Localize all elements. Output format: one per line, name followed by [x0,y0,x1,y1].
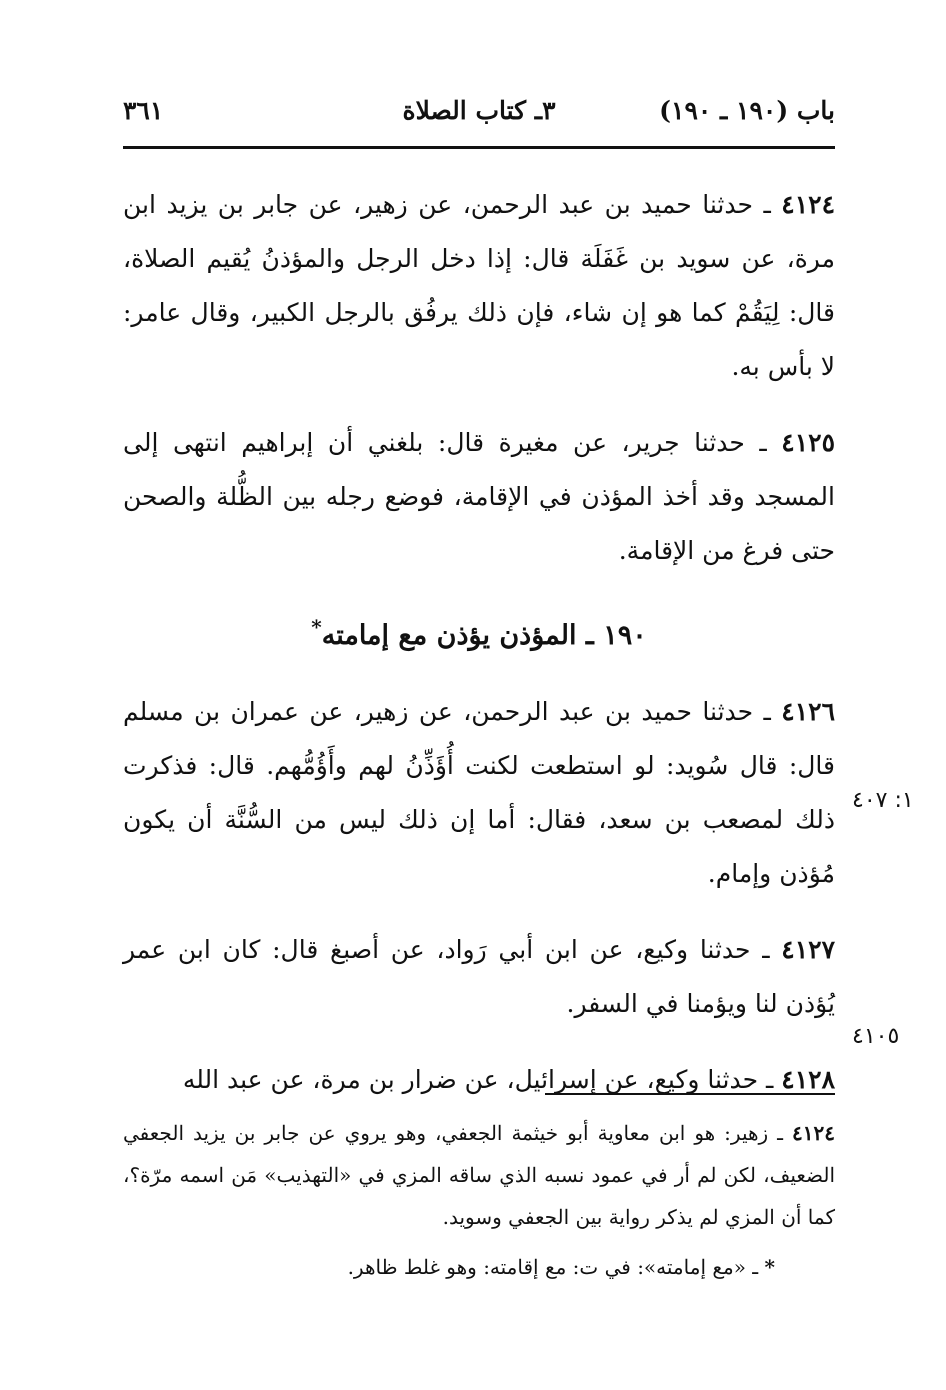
header-book-title: ٣ـ كتاب الصلاة [402,96,556,125]
main-text [123,178,835,1129]
hadith-number: ٤١٢٦ [781,697,835,726]
footnote [123,1246,835,1288]
page-header [123,96,835,136]
hadith-text: ـ حدثنا حميد بن عبد الرحمن، عن زهير، عن جابر بن يزيد ابن مرة، عن سويد بن غَفَلَة قال: إذا دخل الرجل والمؤذنُ يُقيم الصلاة، قال: لِيَقُمْ كما هو إن شاء، فإن ذلك يرفُق بالرجل الكبير، وقال عامر: لا بأس به. [123,190,835,381]
hadith-paragraph [123,923,835,1031]
hadith-text: ـ حدثنا وكيع، عن ابن أبي رَواد، عن أصبغ قال: كان ابن عمر يُؤذن لنا ويؤمنا في السفر. [123,935,835,1018]
footnote-marker: * [764,1255,775,1279]
header-rule [123,146,835,149]
hadith-text: ـ حدثنا حميد بن عبد الرحمن، عن زهير، عن عمران بن مسلم قال: قال سُويد: لو استطعت لكنت أُؤَذِّنُ لهم وأَؤُمُّهم. قال: فذكرت ذلك لمصعب بن سعد، فقال: أما إن ذلك ليس من السُّنَّة أن يكون مُؤذن وإمام. [123,697,835,888]
hadith-number: ٤١٢٤ [781,190,835,219]
footnote-text: ـ زهير: هو ابن معاوية أبو خيثمة الجعفي، وهو يروي عن جابر بن يزيد الجعفي الضعيف، لكن لم أر في عمود نسبه الذي ساقه المزي في «التهذيب» مَن اسمه مرّة؟، كما أن المزي لم يذكر رواية بين الجعفي وسويد. [123,1121,835,1229]
hadith-text: ـ حدثنا جرير، عن مغيرة قال: بلغني أن إبراهيم انتهى إلى المسجد وقد أخذ المؤذن في الإقامة، فوضع رجله بين الظُّلة والصحن حتى فرغ من الإقامة. [123,428,835,565]
footnote-number: ٤١٢٤ [792,1121,835,1145]
hadith-number: ٤١٢٨ [781,1065,835,1094]
footnotes [123,1112,835,1296]
hadith-number: ٤١٢٧ [781,935,835,964]
hadith-number: ٤١٢٥ [781,428,835,457]
chapter-heading [123,600,835,663]
hadith-paragraph [123,416,835,578]
footnote [123,1112,835,1238]
header-page-number: ٣٦١ [123,96,164,125]
hadith-paragraph [123,685,835,901]
chapter-heading-footnote-marker: * [311,615,322,639]
footnote-separator [545,1093,835,1095]
margin-reference: ١: ٤٠٧ [852,788,914,813]
hadith-paragraph [123,1053,835,1107]
chapter-heading-text: ١٩٠ ـ المؤذن يؤذن مع إمامته [321,620,647,651]
hadith-text: ـ حدثنا وكيع، عن إسرائيل، عن ضرار بن مرة، عن عبد الله [182,1065,782,1094]
hadith-paragraph [123,178,835,394]
header-chapter: باب (١٩٠ ـ ١٩٠) [659,96,835,125]
margin-reference: ٤١٠٥ [852,1024,900,1049]
footnote-text: ـ «مع إمامته»: في ت: مع إقامته: وهو غلط ظاهر. [347,1255,765,1279]
